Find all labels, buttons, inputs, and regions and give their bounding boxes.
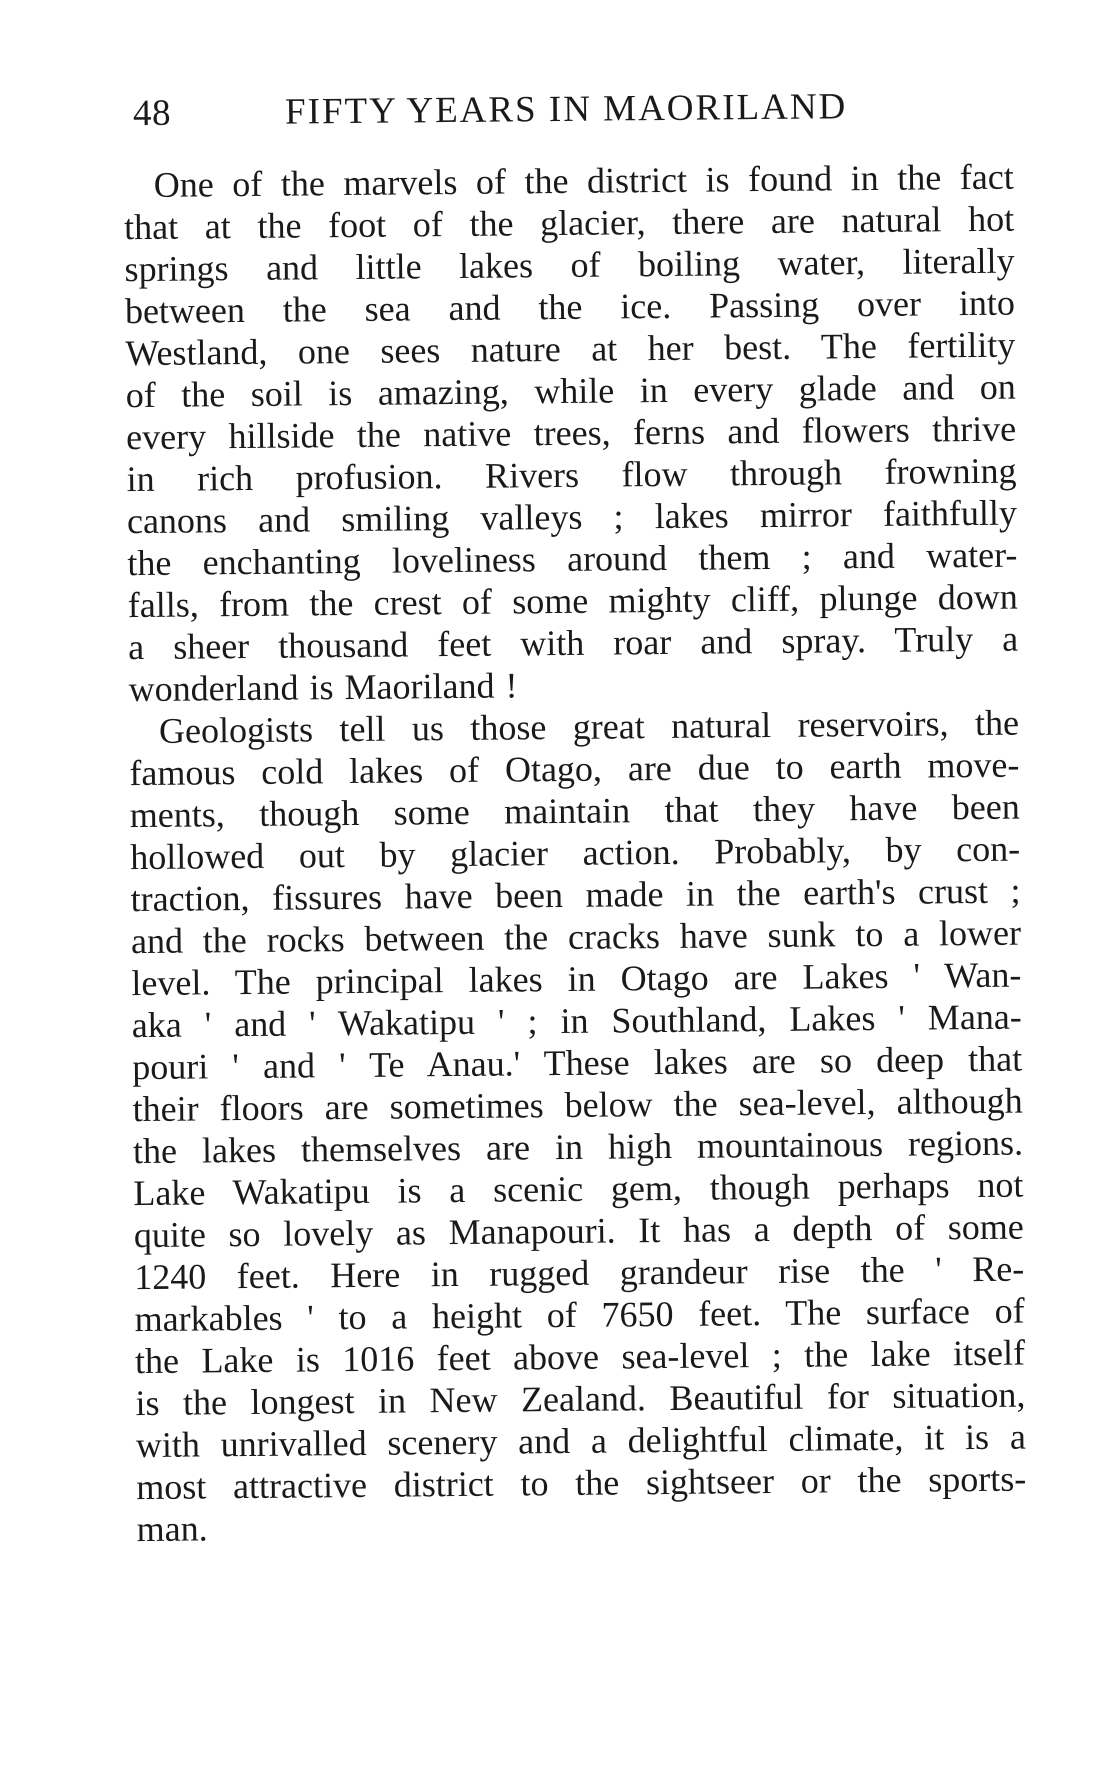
text-line: their floors are sometimes below the sea-level, although [132, 1080, 1023, 1130]
paragraph-2 [129, 702, 1027, 1551]
text-line: Lake Wakatipu is a scenic gem, though perhaps not [133, 1164, 1024, 1214]
text-line: traction, fissures have been made in the earth's crust ; [130, 870, 1021, 920]
text-line: famous cold lakes of Otago, are due to earth move- [129, 744, 1020, 794]
running-title: FIFTY YEARS IN MAORILAND [284, 86, 848, 133]
running-head [133, 84, 1013, 142]
text-line: between the sea and the ice. Passing over into [124, 282, 1016, 332]
text-line: is the longest in New Zealand. Beautiful for situation, [135, 1374, 1026, 1424]
text-line: and the rocks between the cracks have sunk to a lower [130, 912, 1022, 962]
page-number: 48 [132, 92, 172, 135]
text-line: the lakes themselves are in high mountainous regions. [132, 1122, 1024, 1172]
text-line: ments, though some maintain that they have been [129, 786, 1020, 836]
text-line: the enchanting loveliness around them ; and water- [127, 534, 1018, 584]
text-line: hollowed out by glacier action. Probably, by con- [130, 828, 1021, 878]
text-line: of the soil is amazing, while in every glade and on [125, 366, 1016, 416]
text-line: in rich profusion. Rivers flow through frowning [126, 450, 1017, 500]
text-line: every hillside the native trees, ferns and flowers thrive [125, 408, 1017, 458]
text-line: wonderland is Maoriland ! [128, 665, 518, 710]
text-line: 1240 feet. Here in rugged grandeur rise the ' Re- [134, 1248, 1025, 1298]
paragraph-1 [124, 156, 1019, 711]
text-line: quite so lovely as Manapouri. It has a depth of some [133, 1206, 1024, 1256]
text-line: most attractive district to the sightseer or the sports- [136, 1458, 1027, 1508]
text-line: with unrivalled scenery and a delightful climate, it is a [135, 1416, 1027, 1466]
text-line: falls, from the crest of some mighty cliff, plunge down [127, 576, 1018, 626]
text-line: markables ' to a height of 7650 feet. The surface of [134, 1290, 1025, 1340]
text-line: a sheer thousand feet with roar and spray. Truly a [128, 618, 1019, 668]
text-line: pouri ' and ' Te Anau.' These lakes are so deep that [132, 1038, 1023, 1088]
text-line: canons and smiling valleys ; lakes mirror faithfully [126, 492, 1018, 542]
body-text [124, 156, 1027, 1550]
text-line: Westland, one sees nature at her best. The fertility [125, 324, 1016, 374]
text-line: aka ' and ' Wakatipu ' ; in Southland, Lakes ' Mana- [131, 996, 1022, 1046]
text-line: springs and little lakes of boiling water, literally [124, 240, 1015, 290]
text-line: One of the marvels of the district is found in the fact [153, 156, 1014, 205]
text-line: that at the foot of the glacier, there are natural hot [123, 198, 1015, 248]
text-line: level. The principal lakes in Otago are Lakes ' Wan- [131, 954, 1022, 1004]
text-line: the Lake is 1016 feet above sea-level ; the lake itself [134, 1332, 1026, 1382]
text-line: man. [136, 1508, 208, 1550]
text-line: Geologists tell us those great natural reservoirs, the [158, 702, 1020, 751]
